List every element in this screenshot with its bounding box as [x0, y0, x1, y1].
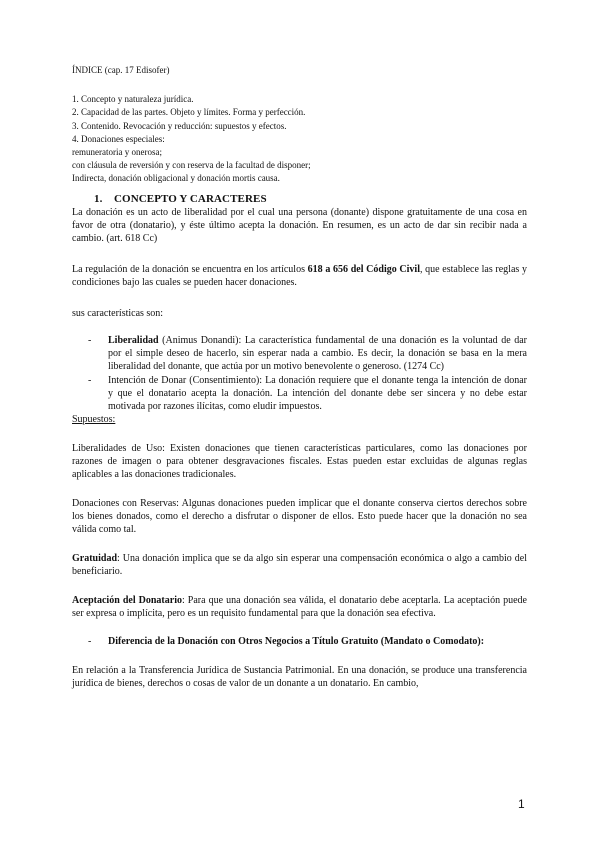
list-dash: -: [88, 374, 92, 386]
index-item: 3. Contenido. Revocación y reducción: supuestos y efectos.: [72, 120, 287, 131]
gratuidad-text: : Una donación implica que se da algo sin esperar una compensación económica o algo a cambio del beneficiario.: [72, 552, 527, 577]
section-title: CONCEPTO Y CARACTERES: [114, 192, 267, 205]
transferencia-paragraph: En relación a la Transferencia Jurídica de Sustancia Patrimonial. En una donación, se produce una transferencia jurídica de bienes, derechos o cosas de valor de un donante a un donatario. En cambio,: [72, 664, 527, 689]
gratuidad-label: Gratuidad: [72, 552, 118, 564]
list-dash: -: [88, 334, 92, 346]
regulation-paragraph: [72, 263, 527, 289]
gratuidad-paragraph: [72, 552, 527, 578]
index-subitem: remuneratoria y onerosa;: [72, 147, 162, 158]
regulation-text: La regulación de la donación se encuentra en los artículos: [72, 263, 308, 275]
diferencia-title: Diferencia de la Donación con Otros Negocios a Título Gratuito (Mandato o Comodato):: [108, 635, 485, 647]
page-number: 1: [518, 797, 525, 811]
definition-paragraph: La donación es un acto de liberalidad por el cual una persona (donante) dispone gratuitamente de una cosa en favor de otra (donatario), y éste último acepta la donación. En resumen, es un acto de dar sin recibir nada a cambio. (art. 618 Cc): [72, 206, 527, 244]
index-list: [72, 93, 527, 185]
page-content: [72, 64, 527, 690]
index-item: 1. Concepto y naturaleza jurídica.: [72, 94, 194, 105]
uso-paragraph: Liberalidades de Uso: Existen donaciones que tienen características particulares, como las donaciones por razones de imagen o para obtener desgravaciones fiscales. Estas pueden estar excluidas de algunas reglas aplicables a las donaciones tradicionales.: [72, 442, 527, 480]
list-item: [88, 334, 527, 373]
regulation-text-end: , que establece las reglas y condiciones bajo las cuales se pueden hacer donaciones.: [72, 263, 527, 288]
aceptacion-label: Aceptación del Donatario: [72, 594, 182, 606]
index-title: ÍNDICE (cap. 17 Edisofer): [72, 65, 170, 75]
index-subitem: con cláusula de reversión y con reserva de la facultad de disponer;: [72, 160, 311, 171]
reservas-paragraph: Donaciones con Reservas: Algunas donaciones pueden implicar que el donante conserva ciertos derechos sobre los bienes donados, como el derecho a disfrutar o disponer de ellos. Esto puede hacer que la donación no sea válida como tal.: [72, 497, 527, 535]
liberalidad-text: (Animus Donandi): La característica fundamental de una donación es la voluntad de dar por el simple deseo de hacerlo, sin esperar nada a cambio. Es decir, la donación se basa en la mera liberalidad del donante, que actúa por un motivo benevolente o generoso. (1274 Cc): [108, 334, 527, 372]
section-number: 1.: [94, 192, 103, 205]
aceptacion-text: : Para que una donación sea válida, el donatario debe aceptarla. La aceptación puede ser expresa o implícita, pero es un requisito fundamental para que la donación sea efectiva.: [72, 594, 527, 619]
intencion-text: Intención de Donar (Consentimiento): La donación requiere que el donante tenga la intención de donar y que el donatario acepta la donación. La intención del donante debe ser sincera y no debe estar motivada por razones ilícitas, como eludir impuestos.: [108, 374, 527, 412]
index-item: 2. Capacidad de las partes. Objeto y límites. Forma y perfección.: [72, 107, 306, 118]
list-item: [88, 374, 527, 413]
characteristics-intro: sus características son:: [72, 307, 164, 319]
index-subitem: Indirecta, donación obligacional y donación mortis causa.: [72, 173, 280, 184]
supuestos-label: Supuestos:: [72, 413, 116, 425]
index-item: 4. Donaciones especiales:: [72, 133, 165, 144]
characteristics-list: [88, 334, 527, 413]
list-dash: -: [88, 635, 92, 647]
regulation-articles: 618 a 656 del Código Civil: [307, 263, 420, 275]
liberalidad-label: Liberalidad: [108, 334, 159, 346]
aceptacion-paragraph: [72, 594, 527, 620]
diferencia-item: [88, 635, 527, 648]
section-heading: [94, 193, 527, 206]
